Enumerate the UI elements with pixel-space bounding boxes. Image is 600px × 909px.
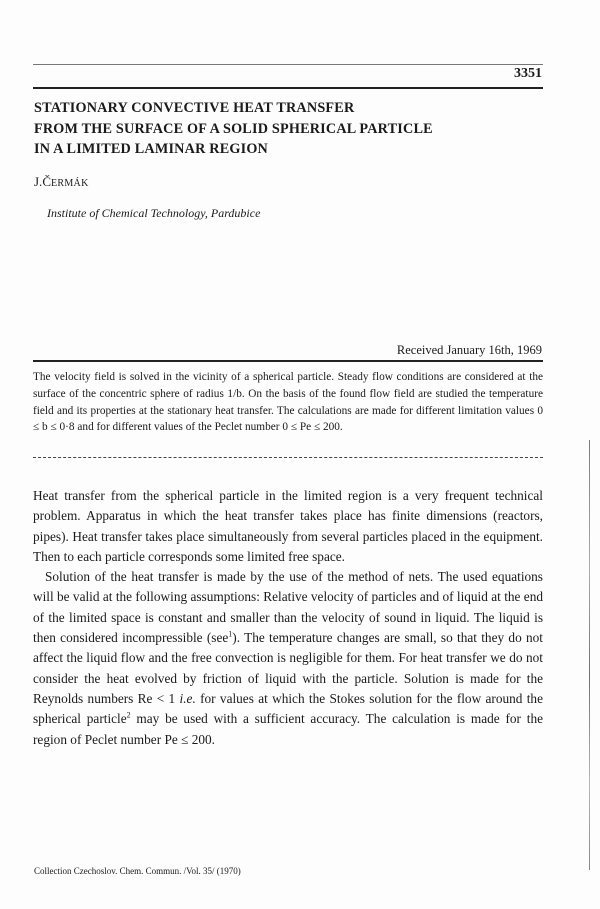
author-name-first: Č (42, 174, 51, 189)
title-line: FROM THE SURFACE OF A SOLID SPHERICAL PARTICLE (34, 120, 433, 137)
page-number: 3351 (514, 66, 542, 81)
abstract-rule-top (33, 360, 543, 362)
paper-title (34, 98, 433, 160)
header-rule-bottom (33, 87, 543, 89)
header-rule-top (33, 64, 543, 65)
paragraph-text: Solution of the heat transfer is made by the use of the method of nets. The used equations will be valid at the following assumptions: Relative velocity of particles and of liquid at the end of the limited space is constant and smaller than the velocity of sound in liquid. The liquid is then considered incompressible (see (33, 569, 543, 646)
paragraph (33, 567, 543, 750)
received-date: Received January 16th, 1969 (396, 343, 542, 357)
title-line: IN A LIMITED LAMINAR REGION (34, 141, 269, 157)
reference-marker: 1 (228, 629, 233, 639)
institution: Institute of Chemical Technology, Pardubice (47, 206, 261, 220)
author (34, 174, 89, 190)
author-name-rest: ERMÁK (50, 178, 89, 189)
author-initial: J. (34, 174, 43, 189)
paragraph-text-italic: i.e. (179, 690, 196, 706)
paragraph: Heat transfer from the spherical particle in the limited region is a very frequent technical problem. Apparatus in which the heat transfer takes place has finite dimensions (reactors, pipes). Heat transfer takes place simultaneously from several particles placed in the equipment. Then to each particle corresponds some limited free space. (33, 488, 543, 564)
journal-footer: Collection Czechoslov. Chem. Commun. /Vol. 35/ (1970) (34, 866, 241, 876)
reference-marker: 2 (126, 710, 131, 720)
paragraph-text: may be used with a sufficient accuracy. The calculation is made for the region of Peclet number Pe ≤ 200. (33, 711, 543, 747)
paragraph-text: for values at which the Stokes solution for the flow around the spherical particle (33, 690, 543, 727)
abstract-rule-bottom (33, 457, 543, 458)
paragraph-text: ). The temperature changes are small, so that they do not affect the liquid flow and the free convection is negligible for them. For heat transfer we do not consider the heat evolved by friction of liquid with the particle. Solution is made for the Reynolds numbers Re < 1 (33, 630, 543, 706)
abstract: The velocity field is solved in the vicinity of a spherical particle. Steady flow conditions are considered at the surface of the concentric sphere of radius 1/b. On the basis of the found flow field are studied the temperature field and its properties at the stationary heat transfer. The calculations are made for different limitation values 0 ≤ b ≤ 0·8 and for different values of the Peclet number 0 ≤ Pe ≤ 200. (33, 371, 543, 434)
scan-artifact-line (589, 440, 590, 870)
body-text (33, 486, 543, 750)
title-line: STATIONARY CONVECTIVE HEAT TRANSFER (34, 100, 355, 116)
